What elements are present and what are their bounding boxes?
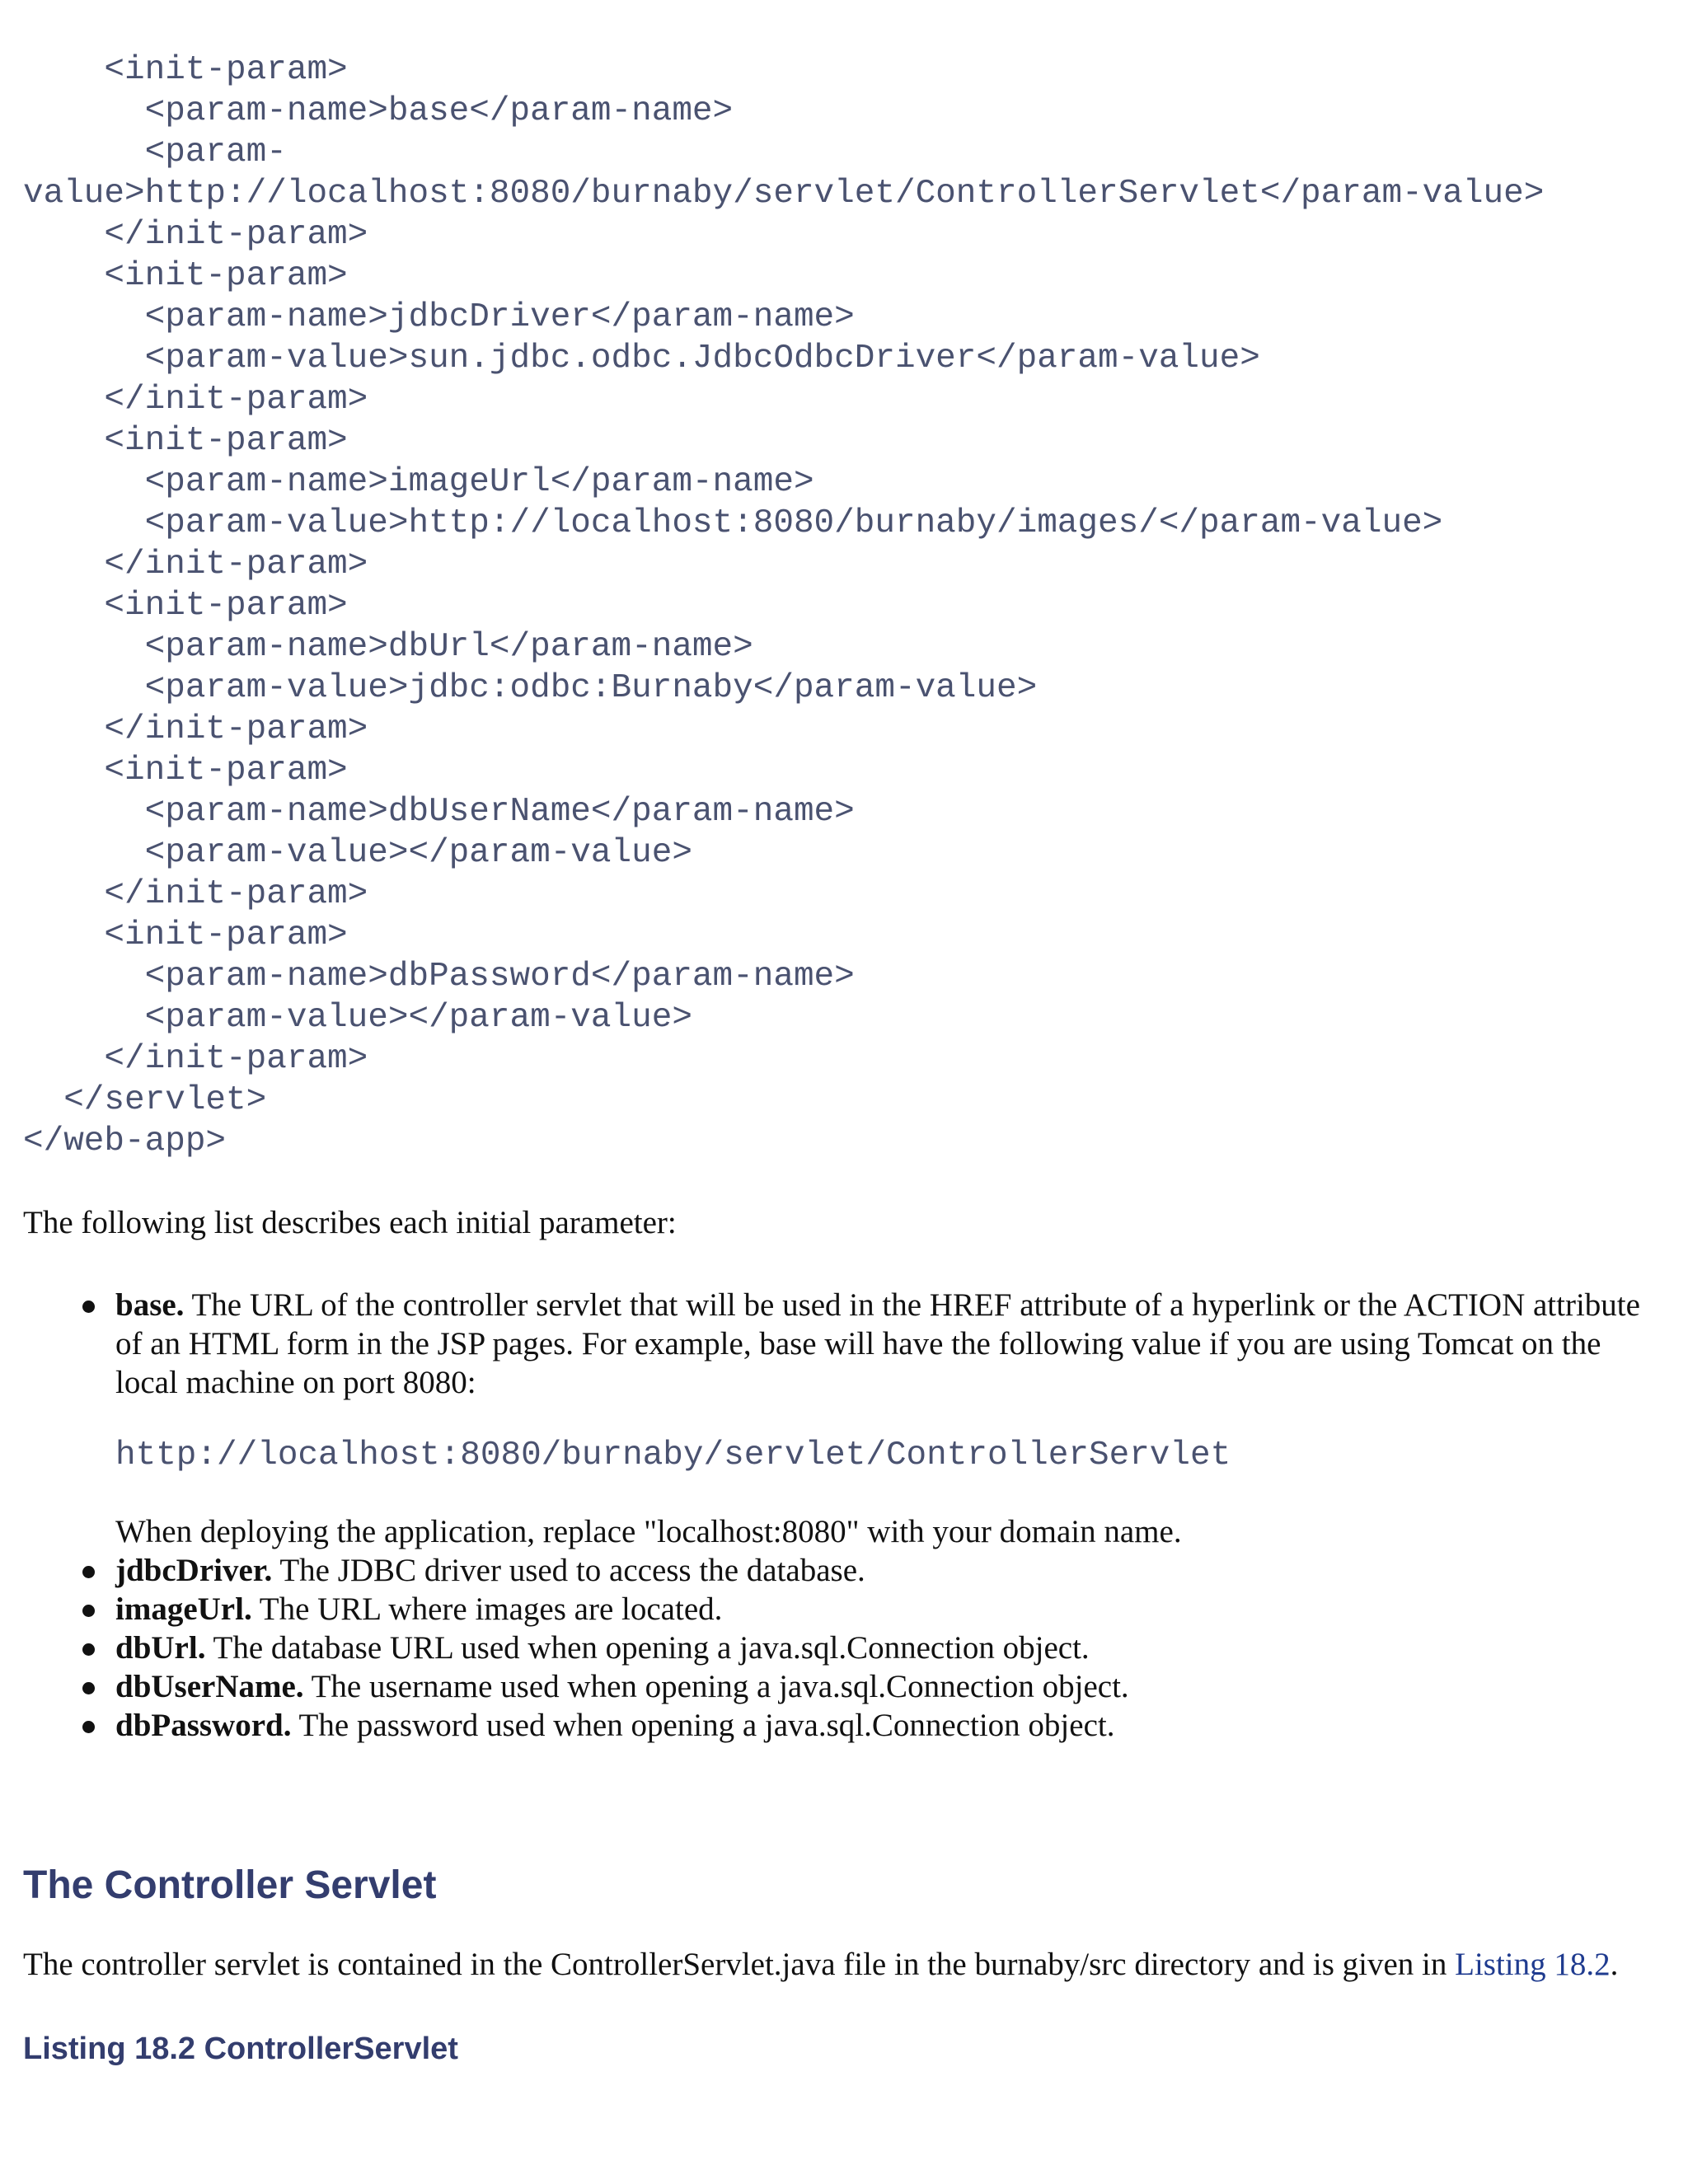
param-description: The password used when opening a java.sql.Connection object.: [291, 1708, 1115, 1743]
bullet-icon: [82, 1721, 95, 1733]
code-line: </init-param>: [23, 1040, 368, 1078]
param-term: imageUrl.: [115, 1591, 252, 1627]
code-line: <param-value></param-value>: [23, 999, 692, 1037]
section-paragraph-end: .: [1610, 1947, 1619, 1982]
param-term: base.: [115, 1287, 185, 1323]
list-item-dbusername: [23, 1667, 1663, 1706]
bullet-icon: [82, 1605, 95, 1617]
code-line: value>http://localhost:8080/burnaby/servlet/ControllerServlet</param-value>: [23, 175, 1545, 213]
code-line: <param-name>dbUrl</param-name>: [23, 628, 753, 666]
param-description: The URL of the controller servlet that will be used in the HREF attribute of a hyperlink or the ACTION attribute of an HTML form in the JSP pages. For example, base will have the following value if you are using Tomcat on the local machine on port 8080:: [115, 1287, 1640, 1400]
listing-link[interactable]: Listing 18.2: [1455, 1947, 1611, 1982]
code-line: <init-param>: [23, 257, 348, 295]
list-item-dbpassword: [23, 1706, 1663, 1745]
bullet-icon: [82, 1643, 95, 1656]
code-line: <init-param>: [23, 752, 348, 790]
code-line: <param-value>jdbc:odbc:Burnaby</param-value>: [23, 669, 1038, 707]
param-term: dbPassword.: [115, 1708, 292, 1743]
code-listing: [23, 49, 1663, 1162]
code-line: </init-param>: [23, 875, 368, 913]
section-heading: The Controller Servlet: [23, 1863, 437, 1907]
list-item-base: [23, 1286, 1663, 1551]
code-line: <param-value>sun.jdbc.odbc.JdbcOdbcDriver</param-value>: [23, 340, 1260, 377]
parameter-list: [23, 1286, 1663, 1745]
list-item-jdbcdriver: [23, 1551, 1663, 1590]
param-term: jdbcDriver.: [115, 1553, 273, 1588]
param-description: The database URL used when opening a java.sql.Connection object.: [205, 1630, 1090, 1666]
code-line: <param-value></param-value>: [23, 834, 692, 872]
param-description: The JDBC driver used to access the database.: [272, 1553, 865, 1588]
bullet-icon: [82, 1566, 95, 1578]
code-line: </init-param>: [23, 546, 368, 583]
code-line: <param-: [23, 134, 287, 171]
param-term: dbUserName.: [115, 1669, 304, 1704]
bullet-icon: [82, 1682, 95, 1694]
code-line: <param-name>dbUserName</param-name>: [23, 793, 855, 831]
code-line: <init-param>: [23, 916, 348, 954]
code-line: </servlet>: [23, 1081, 267, 1119]
code-line: <param-name>imageUrl</param-name>: [23, 463, 814, 501]
base-url-example: http://localhost:8080/burnaby/servlet/ControllerServlet: [115, 1436, 1231, 1474]
code-line: <init-param>: [23, 51, 348, 89]
param-description: The username used when opening a java.sql.Connection object.: [303, 1669, 1129, 1704]
param-term: dbUrl.: [115, 1630, 206, 1666]
code-line: <param-value>http://localhost:8080/burnaby/images/</param-value>: [23, 504, 1443, 542]
list-item-imageurl: [23, 1590, 1663, 1629]
bullet-icon: [82, 1301, 95, 1313]
code-line: <param-name>jdbcDriver</param-name>: [23, 298, 855, 336]
code-line: </init-param>: [23, 381, 368, 419]
code-line: </web-app>: [23, 1122, 227, 1160]
code-line: <init-param>: [23, 422, 348, 460]
code-line: <init-param>: [23, 587, 348, 625]
code-line: </init-param>: [23, 216, 368, 254]
code-line: <param-name>dbPassword</param-name>: [23, 958, 855, 996]
listing-caption: Listing 18.2 ControllerServlet: [23, 2032, 458, 2066]
document-page: [23, 49, 1663, 2066]
param-description: The URL where images are located.: [251, 1591, 723, 1627]
deploy-note: When deploying the application, replace "localhost:8080" with your domain name.: [115, 1514, 1182, 1549]
intro-paragraph: The following list describes each initial parameter:: [23, 1205, 677, 1240]
list-item-dburl: [23, 1629, 1663, 1667]
section-paragraph-text: The controller servlet is contained in the ControllerServlet.java file in the burnaby/src directory and is given in: [23, 1947, 1456, 1982]
code-line: <param-name>base</param-name>: [23, 92, 734, 130]
code-line: </init-param>: [23, 710, 368, 748]
section-paragraph: [23, 1945, 1618, 1984]
